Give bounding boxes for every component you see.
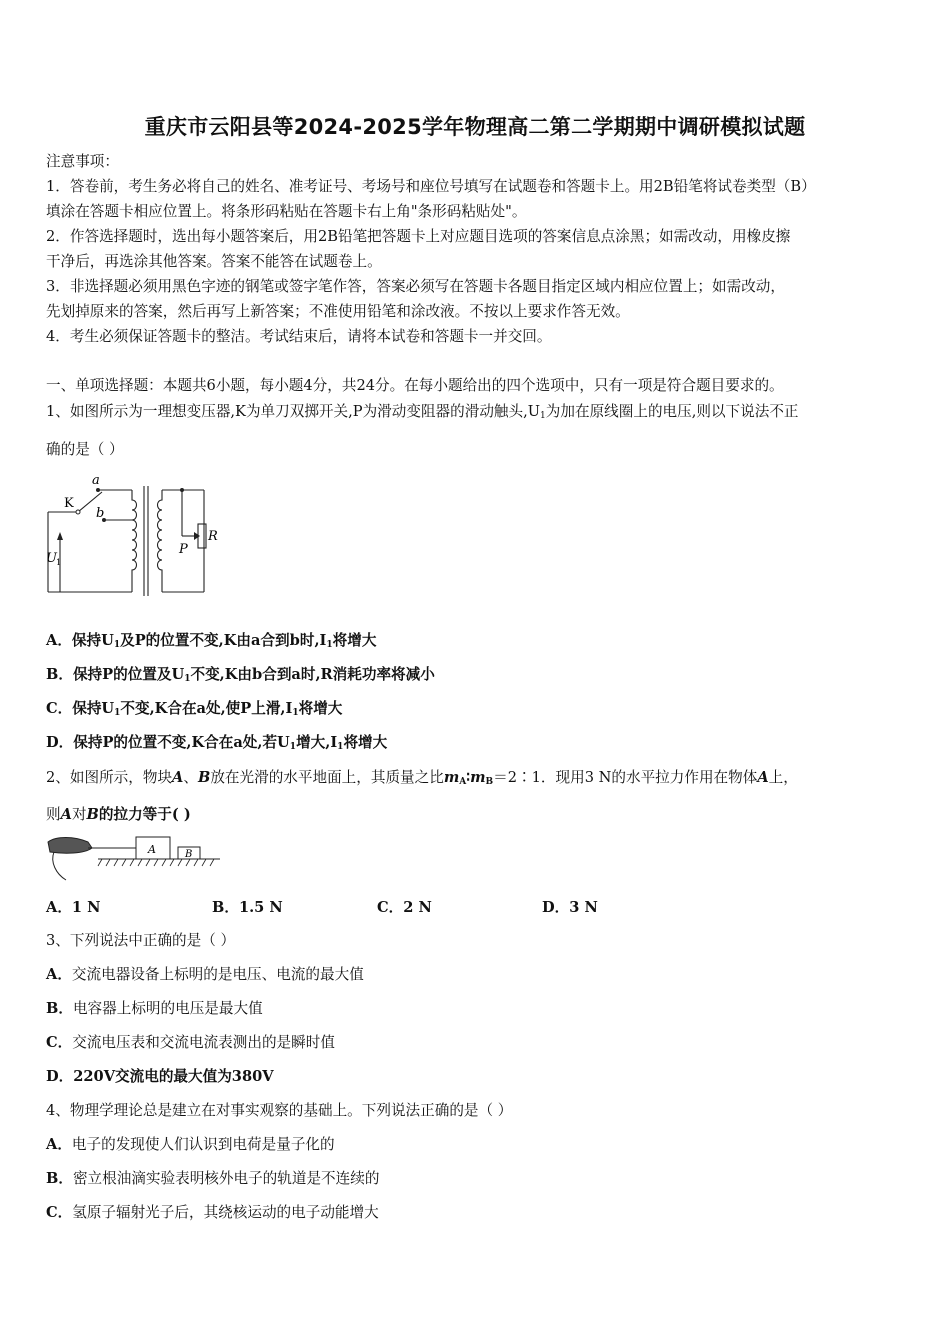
voltage-label-sub: 1 xyxy=(56,558,62,567)
q4-option-b[interactable]: B．密立根油滴实验表明核外电子的轨道是不连续的 xyxy=(46,1170,380,1187)
notice-line: 先划掉原来的答案，然后再写上新答案；不准使用铅笔和涂改液。不按以上要求作答无效。 xyxy=(46,303,630,320)
q3-option-c[interactable]: C．交流电压表和交流电流表测出的是瞬时值 xyxy=(46,1034,335,1051)
blocks-figure xyxy=(44,832,222,884)
resistor-label: R xyxy=(208,529,218,544)
q3-option-b[interactable]: B．电容器上标明的电压是最大值 xyxy=(46,1000,263,1017)
slider-label: P xyxy=(179,542,188,557)
section-heading: 一、单项选择题：本题共6小题，每小题4分，共24分。在每小题给出的四个选项中，只有一项是符合题目要求的。 xyxy=(46,377,784,394)
q4-option-a[interactable]: A．电子的发现使人们认识到电荷是量子化的 xyxy=(46,1136,335,1153)
switch-label: K xyxy=(64,496,74,511)
q1-stem-cont: 确的是（ ） xyxy=(46,441,124,458)
q4-option-c[interactable]: C．氢原子辐射光子后，其绕核运动的电子动能增大 xyxy=(46,1204,379,1221)
q2-option-b[interactable]: B．1.5 N xyxy=(212,899,283,916)
notice-heading: 注意事项： xyxy=(46,153,119,170)
q4-stem: 4、物理学理论总是建立在对事实观察的基础上。下列说法正确的是（ ） xyxy=(46,1102,513,1119)
q1-option-b[interactable]: B．保持P的位置及$U_1$不变,K由b合到a时,R消耗功率将减小 xyxy=(46,666,435,684)
q2-stem: 2、如图所示，物块A、B放在光滑的水平地面上，其质量之比$m_A∶m_B=2∶1$．现用3 N的水平拉力作用在物体A上， xyxy=(46,769,798,787)
transformer-circuit-figure xyxy=(42,470,232,598)
voltage-label: U xyxy=(46,551,57,566)
q2-option-a[interactable]: A．1 N xyxy=(46,899,101,916)
q3-stem: 3、下列说法中正确的是（ ） xyxy=(46,932,236,949)
q1-option-c[interactable]: C．保持$U_1$不变,K合在a处,使P上滑$,I_1$将增大 xyxy=(46,700,343,718)
notice-line: 4．考生必须保证答题卡的整洁。考试结束后，请将本试卷和答题卡一并交回。 xyxy=(46,328,552,345)
notice-line: 3．非选择题必须用黑色字迹的钢笔或签字笔作答，答案必须写在答题卡各题目指定区域内相应位置上；如需改动， xyxy=(46,278,785,295)
q3-option-d[interactable]: D．220V交流电的最大值为380V xyxy=(46,1068,274,1085)
q2-stem-cont: 则A对B的拉力等于( ) xyxy=(46,806,191,823)
q1-option-a[interactable]: A．保持$U_1$及P的位置不变,K由a合到b时$,I_1$将增大 xyxy=(46,632,377,650)
q2-option-c[interactable]: C．2 N xyxy=(377,899,432,916)
notice-line: 干净后，再选涂其他答案。答案不能答在试题卷上。 xyxy=(46,253,382,270)
q1-stem: 1、如图所示为一理想变压器,K为单刀双掷开关,P为滑动变阻器的滑动触头$,U_1$为加在原线圈上的电压,则以下说法不正 xyxy=(46,403,799,421)
contact-a-label: a xyxy=(92,473,100,488)
q2-option-d[interactable]: D．3 N xyxy=(542,899,598,916)
notice-line: 填涂在答题卡相应位置上。将条形码粘贴在答题卡右上角"条形码粘贴处"。 xyxy=(46,203,527,220)
block-a-label: A xyxy=(148,843,156,856)
q3-option-a[interactable]: A．交流电器设备上标明的是电压、电流的最大值 xyxy=(46,966,364,983)
notice-line: 2．作答选择题时，选出每小题答案后，用2B铅笔把答题卡上对应题目选项的答案信息点涂黑；如需改动，用橡皮擦 xyxy=(46,228,791,245)
q1-option-d[interactable]: D．保持P的位置不变,K合在a处,若$U_1$增大$,I_1$将增大 xyxy=(46,734,388,752)
page-title: 重庆市云阳县等2024-2025学年物理高二第二学期期中调研模拟试题 xyxy=(144,115,806,139)
contact-b-label: b xyxy=(96,506,105,521)
block-b-label: B xyxy=(185,849,193,860)
notice-line: 1．答卷前，考生务必将自己的姓名、准考证号、考场号和座位号填写在试题卷和答题卡上。用2B铅笔将试卷类型（B） xyxy=(46,178,816,195)
